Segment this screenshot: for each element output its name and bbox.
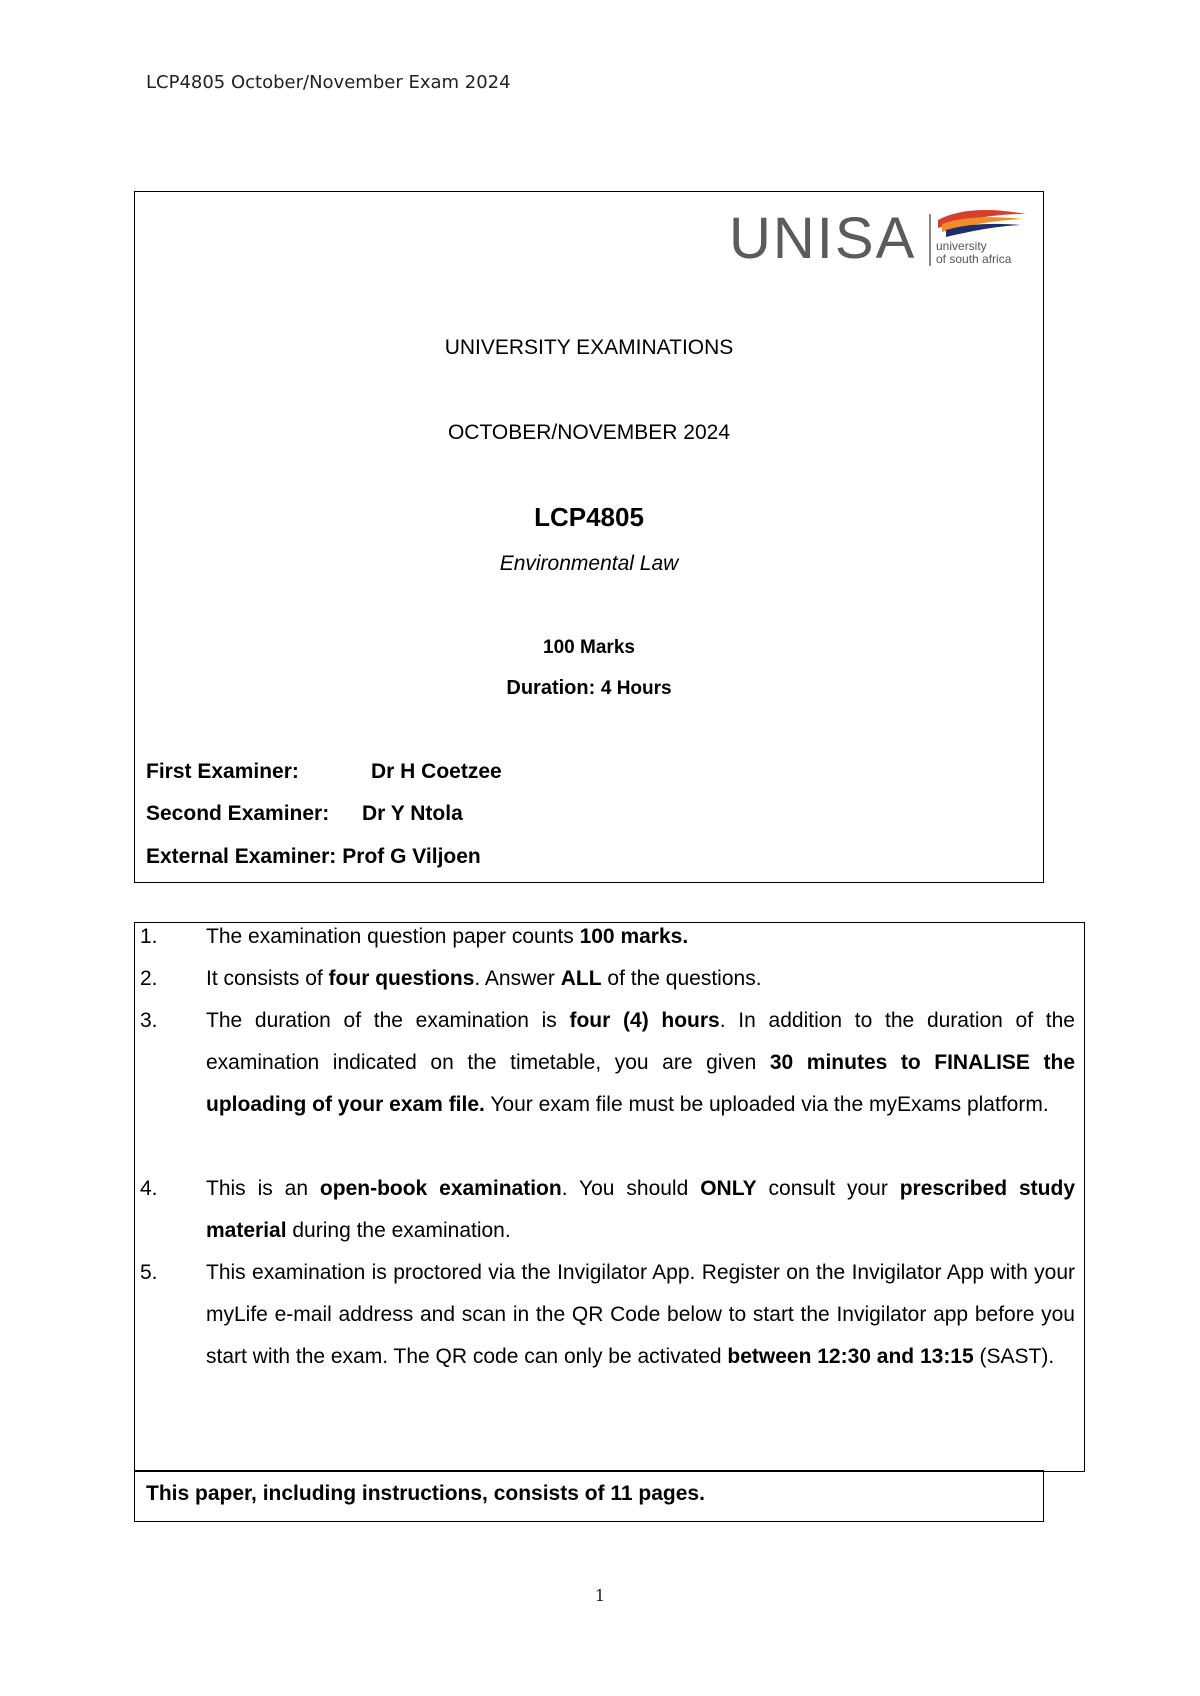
examiner-name: Dr Y Ntola bbox=[362, 802, 463, 825]
instruction-text: The examination question paper counts 100 marks. bbox=[206, 925, 689, 948]
examiner-label: Second Examiner: bbox=[146, 802, 330, 825]
examiner-name: Prof G Viljoen bbox=[342, 845, 481, 868]
instruction-number: 3. bbox=[140, 1009, 158, 1032]
instruction-text: It consists of four questions. Answer ALL of the questions. bbox=[206, 967, 762, 990]
instruction-item bbox=[140, 916, 1075, 958]
external-examiner bbox=[146, 845, 481, 869]
examiner-label: First Examiner: bbox=[146, 760, 299, 783]
instruction-item bbox=[140, 1000, 1075, 1126]
duration bbox=[134, 677, 1044, 700]
instruction-item bbox=[140, 1168, 1075, 1252]
module-title: Environmental Law bbox=[499, 552, 679, 575]
logo-wordmark: UNISA bbox=[729, 206, 917, 271]
module-code: LCP4805 bbox=[534, 502, 644, 532]
exam-heading: UNIVERSITY EXAMINATIONS bbox=[444, 336, 734, 359]
examiner-name: Dr H Coetzee bbox=[371, 760, 502, 783]
exam-session: OCTOBER/NOVEMBER 2024 bbox=[447, 421, 731, 444]
duration-value: 4 Hours bbox=[600, 678, 672, 699]
first-examiner bbox=[146, 760, 502, 784]
instruction-item bbox=[140, 1252, 1075, 1378]
instruction-text: This is an open-book examination. You should ONLY consult your prescribed study material during the examination. bbox=[206, 1177, 1076, 1242]
unisa-logo bbox=[729, 206, 1029, 272]
instruction-number: 2. bbox=[140, 967, 158, 990]
logo-sub-line1: university bbox=[936, 239, 987, 253]
page-number: 1 bbox=[594, 1586, 606, 1605]
instruction-number: 4. bbox=[140, 1177, 158, 1200]
total-marks: 100 Marks bbox=[543, 637, 635, 658]
instruction-item bbox=[140, 958, 1075, 1000]
logo-sub-line2: of south africa bbox=[936, 252, 1012, 266]
instruction-text: The duration of the examination is four (4) hours. In addition to the duration of the examination indicated on the timetable, you are given 30 minutes to FINALISE the uploading of your exam file. Your exam file must be uploaded via the myExams platform. bbox=[206, 1009, 1075, 1116]
logo-subtitle bbox=[936, 240, 1011, 266]
instruction-number: 5. bbox=[140, 1261, 158, 1284]
second-examiner bbox=[146, 802, 463, 826]
instruction-text: This examination is proctored via the Invigilator App. Register on the Invigilator App with your myLife e-mail address and scan in the QR Code below to start the Invigilator app before you start with the exam. The QR code can only be activated between 12:30 and 13:15 (SAST). bbox=[206, 1261, 1075, 1368]
logo-divider bbox=[929, 214, 931, 266]
flag-swoosh-icon bbox=[936, 206, 1028, 240]
page-count-note: This paper, including instructions, consists of 11 pages. bbox=[146, 1482, 705, 1505]
running-header: LCP4805 October/November Exam 2024 bbox=[146, 72, 511, 93]
examiner-label: External Examiner: bbox=[146, 845, 337, 868]
duration-label: Duration: bbox=[506, 677, 596, 699]
instruction-number: 1. bbox=[140, 925, 158, 948]
